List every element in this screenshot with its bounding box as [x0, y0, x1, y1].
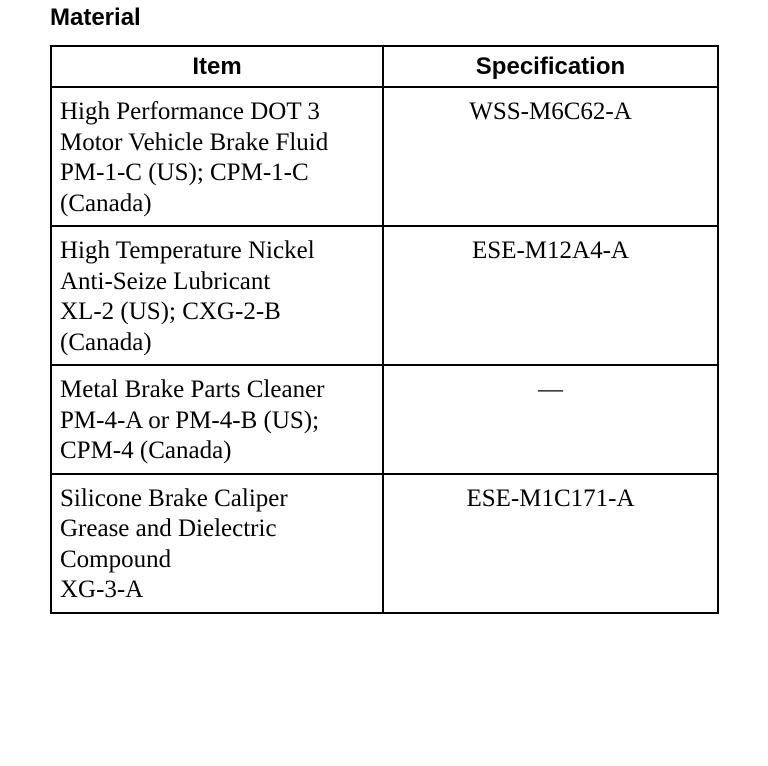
item-line: Anti-Seize Lubricant — [60, 267, 271, 295]
item-cell — [51, 87, 383, 226]
item-line: Compound — [60, 545, 172, 573]
item-line: High Performance DOT 3 — [60, 98, 320, 125]
item-line: Motor Vehicle Brake Fluid — [60, 128, 329, 156]
specification-cell: WSS-M6C62-A — [383, 87, 718, 226]
specification-cell: — — [383, 365, 718, 474]
item-line: High Temperature Nickel — [60, 237, 315, 264]
page-title: Material — [50, 4, 141, 31]
item-line: (Canada) — [60, 328, 152, 356]
specification-cell: ESE-M1C171-A — [383, 474, 718, 613]
item-line: (Canada) — [60, 189, 152, 217]
column-header-item: Item — [51, 46, 383, 87]
column-header-specification: Specification — [383, 46, 718, 87]
table-row — [51, 365, 718, 474]
item-line: Grease and Dielectric — [60, 515, 277, 542]
item-line: XL-2 (US); CXG-2-B — [60, 298, 281, 325]
table-row — [51, 474, 718, 613]
table-row — [51, 87, 718, 226]
item-cell — [51, 226, 383, 365]
specification-cell: ESE-M12A4-A — [383, 226, 718, 365]
material-table — [50, 45, 719, 614]
item-line: Silicone Brake Caliper — [60, 484, 288, 512]
item-cell — [51, 474, 383, 613]
table-header-row — [51, 46, 718, 87]
item-line: XG-3-A — [60, 576, 144, 603]
item-cell — [51, 365, 383, 474]
table-row — [51, 226, 718, 365]
item-line: PM-4-A or PM-4-B (US); — [60, 406, 320, 434]
item-line: PM-1-C (US); CPM-1-C — [60, 159, 309, 186]
item-line: Metal Brake Parts Cleaner — [60, 376, 325, 403]
item-line: CPM-4 (Canada) — [60, 437, 232, 464]
